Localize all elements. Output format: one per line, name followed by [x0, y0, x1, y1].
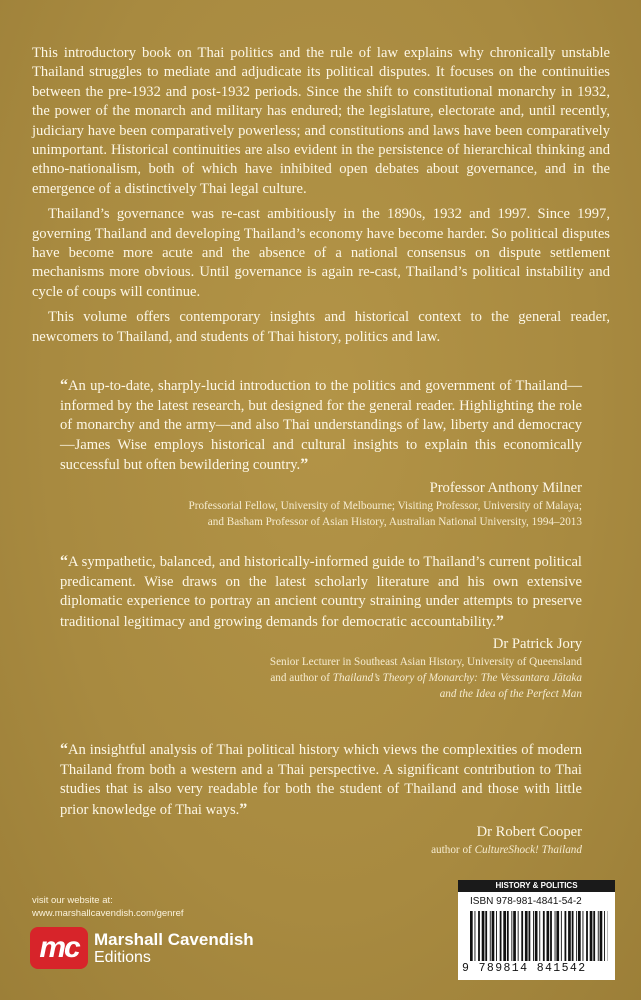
barcode-bar [600, 911, 603, 961]
endorser-affiliation: Senior Lecturer in Southeast Asian History, University of Queensland [269, 656, 582, 669]
close-quote-mark: ” [495, 612, 504, 630]
endorser-affiliation: Professorial Fellow, University of Melbourne; Visiting Professor, University of Malaya; [188, 499, 582, 512]
endorsement-attribution [60, 635, 582, 702]
close-quote-mark: ” [239, 800, 248, 818]
barcode-digits: 9 789814 841542 [462, 962, 587, 975]
barcode-bar [507, 911, 509, 961]
publisher-name-line2: Editions [94, 948, 151, 966]
barcode-bar [475, 911, 476, 961]
endorsement-jory [60, 552, 582, 702]
affiliation-prefix: and author of [270, 672, 333, 685]
endorsement-text: An insightful analysis of Thai political history which views the complexities of modern Thailand from both a western and a Thai perspective. A significant contribution to Thai studies that is also very readable for both the student of Thailand and those with little prior knowledge of Thai ways. [60, 742, 582, 818]
endorser-name: Professor Anthony Milner [429, 479, 582, 496]
endorser-affiliation: and Basham Professor of Asian History, Australian National University, 1994–2013 [207, 515, 582, 528]
publisher-name-line1: Marshall Cavendish [94, 929, 254, 949]
close-quote-mark: ” [300, 456, 309, 474]
book-title: CultureShock! Thailand [474, 844, 582, 857]
barcode-bar [578, 911, 581, 961]
publisher-name [94, 930, 254, 967]
barcode-bar [535, 911, 538, 961]
barcode-bar [556, 911, 559, 961]
affiliation-prefix: author of [431, 844, 475, 857]
barcode-bar [572, 911, 574, 961]
open-quote-mark: “ [60, 741, 68, 758]
barcode-bar [496, 911, 497, 961]
open-quote-mark: “ [60, 377, 68, 394]
barcode-bar [485, 911, 487, 961]
endorsement-text: An up-to-date, sharply-lucid introduction to the politics and government of Thailand—informed by the latest research, but designed for the general reader. Highlighting the role of monarchy and the army—and also Thai understandings of law, liberty and democracy—James Wise employs historical and cultural insights to explain this economically successful but often bewildering country. [60, 378, 582, 474]
website-info [32, 894, 184, 920]
endorsement-attribution [60, 823, 582, 858]
barcode-bar [513, 911, 516, 961]
blurb-paragraph-1: This introductory book on Thai politics and the rule of law explains why chronically unstable Thailand struggles to mediate and adjudicate its political disputes. It focuses on the continuities between the pre-1932 and post-1932 periods. Since the shift to constitutional monarchy in 1932, the power of the monarch and military has endured; the legislature, electorate and, until recently, judiciary have been comparatively powerless; and constitutions and laws have been comparatively unimportant. Historical continuities are also evident in the persistence of hierarchical thinking and ethno-nationalism, both of which have inhibited open debates about governance, and in the emergence of a distinctively Thai legal culture. [32, 45, 610, 197]
barcode-bar [593, 911, 595, 961]
barcode-bar [533, 911, 534, 961]
barcode-icon [470, 911, 608, 961]
barcode-bar [525, 911, 528, 961]
endorsement-text: A sympathetic, balanced, and historically-informed guide to Thailand’s current political predicament. Wise draws on the latest scholarly literature and his own extensive diplomatic experience to portray an ancient country straining under attempts to preserve traditional legitimacy and growing demands for democratic accountability. [60, 554, 582, 630]
subject-category: HISTORY & POLITICS [458, 880, 615, 892]
publisher-logo-block [30, 926, 254, 970]
barcode-bar [583, 911, 584, 961]
barcode-bar [547, 911, 550, 961]
blurb-paragraph-2: Thailand’s governance was re-cast ambitiously in the 1890s, 1932 and 1997. Since 1997, governing Thailand and developing Thailand’s economy have become harder. So political disputes have become more acute and the absence of a national consensus on dispute settlement mechanisms more obvious. Until governance is again re-cast, Thailand’s political instability and cycle of coups will continue. [32, 206, 610, 300]
barcode-bar [511, 911, 512, 961]
barcode-bar [478, 911, 480, 961]
barcode-bar [500, 911, 502, 961]
endorsement-milner [60, 376, 582, 530]
barcode-bar [550, 911, 552, 961]
endorsement-attribution [60, 479, 582, 530]
barcode-bar [561, 911, 562, 961]
barcode-bar [543, 911, 545, 961]
barcode-bar [482, 911, 485, 961]
book-title-continued: and the Idea of the Perfect Man [439, 688, 582, 701]
barcode-bar [521, 911, 523, 961]
endorser-affiliation [60, 686, 582, 702]
website-label: visit our website at: [32, 895, 113, 906]
website-url[interactable]: www.marshallcavendish.com/genref [32, 908, 184, 919]
barcode-bar [590, 911, 593, 961]
endorser-affiliation [60, 842, 582, 858]
endorser-name: Dr Patrick Jory [492, 636, 582, 653]
barcode-bar [492, 911, 495, 961]
mc-logo-icon: mc [30, 927, 88, 969]
barcode-bar [503, 911, 506, 961]
book-title: Thailand’s Theory of Monarchy: The Vessantara Jātaka [332, 672, 582, 685]
barcode-bar [555, 911, 556, 961]
blurb-paragraph-3: This volume offers contemporary insights and historical context to the general reader, newcomers to Thailand, and students of Thai history, politics and law. [32, 309, 610, 345]
barcode-bar [565, 911, 567, 961]
barcode-bar [586, 911, 588, 961]
back-cover-blurb [32, 44, 610, 353]
barcode-bar [568, 911, 571, 961]
barcode-bar [576, 911, 577, 961]
barcode-bar [539, 911, 540, 961]
barcode-bar [470, 911, 473, 961]
barcode-bar [604, 911, 605, 961]
endorser-name: Dr Robert Cooper [476, 824, 582, 841]
endorser-affiliation [60, 670, 582, 686]
isbn-number: ISBN 978-981-4841-54-2 [470, 896, 582, 907]
endorsement-cooper [60, 740, 582, 858]
isbn-barcode-box [458, 880, 615, 980]
barcode-bar [490, 911, 491, 961]
barcode-bar [518, 911, 519, 961]
barcode-bar [598, 911, 599, 961]
barcode-bar [529, 911, 531, 961]
open-quote-mark: “ [60, 553, 68, 570]
